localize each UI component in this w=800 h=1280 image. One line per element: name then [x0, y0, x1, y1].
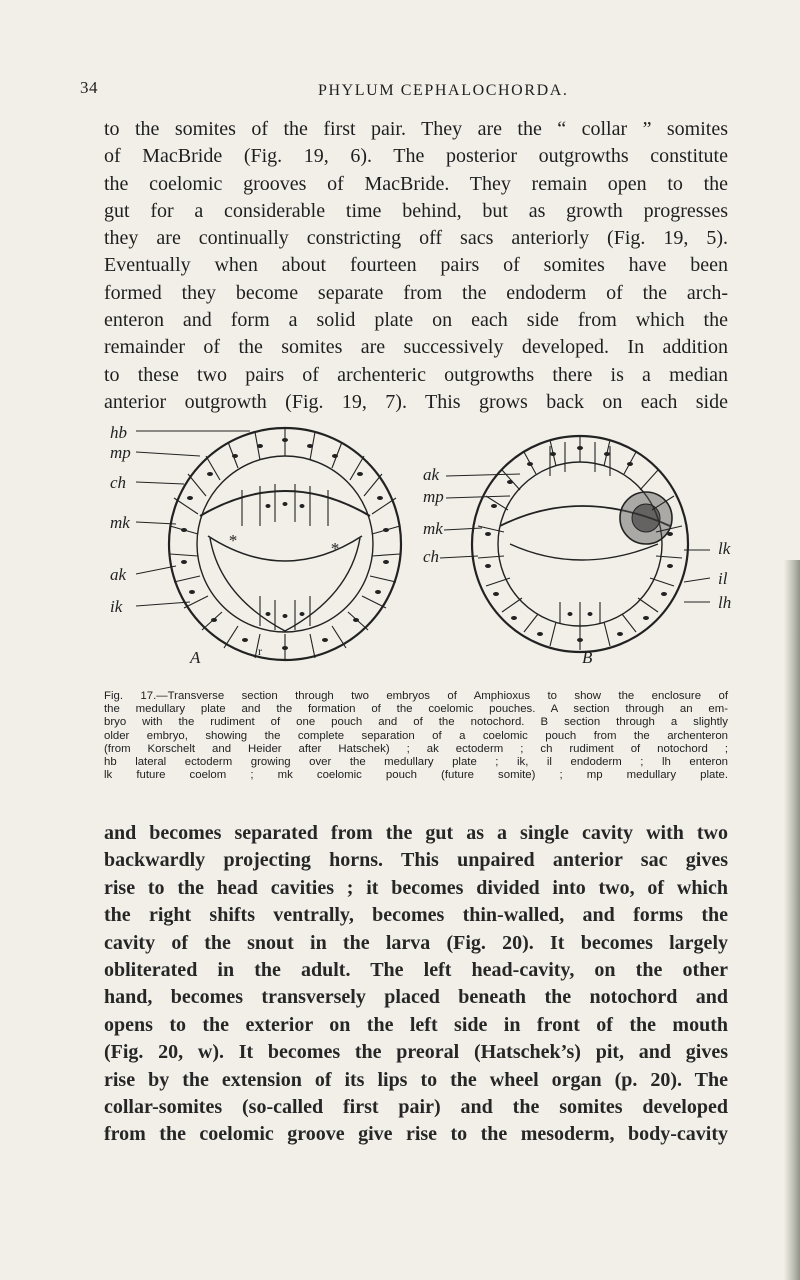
- text-line: the coelomic grooves of MacBride. They remain open to the: [104, 172, 728, 195]
- label-ak: ak: [110, 565, 127, 584]
- text-line: of MacBride (Fig. 19, 6). The posterior outgrowths constitute: [104, 145, 728, 168]
- page-number: 34: [80, 78, 98, 97]
- text-line: to the somites of the first pair. They are the “ collar ” somites: [104, 118, 728, 140]
- text-line: hand, becomes transversely placed beneath the notochord and: [104, 986, 728, 1009]
- figure-17: [110, 426, 750, 666]
- label-b-mk: mk: [423, 519, 443, 538]
- text-line: the right shifts ventrally, becomes thin-walled, and forms the: [104, 904, 728, 927]
- label-b-ak: ak: [423, 465, 440, 484]
- label-lh: lh: [718, 593, 732, 612]
- text-line: to these two pairs of archenteric outgrowths there is a median: [104, 363, 728, 386]
- label-mp: mp: [110, 443, 131, 462]
- paragraph-bottom: [104, 820, 728, 1149]
- label-il: il: [718, 569, 728, 588]
- label-asterisk-left: *: [228, 531, 237, 550]
- page-edge-shadow: [784, 560, 800, 1280]
- text-line: remainder of the somites are successively developed. In addition: [104, 336, 728, 359]
- caption-line: the medullary plate and the formation of the coelomic pouches. A section through an em-: [104, 703, 728, 716]
- section-b-labels: [423, 465, 731, 612]
- label-hb: hb: [110, 426, 127, 442]
- section-b-leaders: [440, 474, 710, 602]
- section-a-drawing: [169, 428, 401, 660]
- running-head: PHYLUM CEPHALOCHORDA.: [318, 82, 569, 99]
- text-line: collar-somites (so-called first pair) and the somites developed: [104, 1096, 728, 1119]
- caption-line: bryo with the rudiment of one pouch and of the notochord. B section through a slightly: [104, 716, 728, 729]
- text-line: gut for a considerable time behind, but as growth progresses: [104, 199, 728, 222]
- figure-caption: [104, 690, 728, 782]
- panel-b-label: B: [582, 648, 593, 667]
- section-b-drawing: [472, 436, 688, 652]
- label-b-ch: ch: [423, 547, 440, 566]
- text-line: Eventually when about fourteen pairs of somites have been: [104, 254, 728, 277]
- label-mk: mk: [110, 513, 130, 532]
- text-line: anterior outgrowth (Fig. 19, 7). This grows back on each side: [104, 390, 728, 413]
- text-line: they are continually constricting off sacs anteriorly (Fig. 19, 5).: [104, 227, 728, 250]
- text-line: opens to the exterior on the left side in front of the mouth: [104, 1013, 728, 1036]
- label-asterisk-right: *: [330, 539, 339, 558]
- text-line: rise by the extension of its lips to the wheel organ (p. 20). The: [104, 1068, 728, 1091]
- text-line: cavity of the snout in the larva (Fig. 20). It becomes largely: [104, 931, 728, 954]
- label-b-mp: mp: [423, 487, 444, 506]
- embryo-sections-illustration: [110, 426, 750, 666]
- text-line: enteron and form a solid plate on each side from which the: [104, 309, 728, 332]
- text-line: obliterated in the adult. The left head-cavity, on the other: [104, 959, 728, 982]
- text-line: rise to the head cavities ; it becomes divided into two, of which: [104, 876, 728, 899]
- text-line: and becomes separated from the gut as a single cavity with two: [104, 822, 728, 844]
- text-line: (Fig. 20, w). It becomes the preoral (Hatschek’s) pit, and gives: [104, 1041, 728, 1064]
- text-line: formed they become separate from the endoderm of the arch-: [104, 281, 728, 304]
- caption-line: (from Korschelt and Heider after Hatschek) ; ak ectoderm ; ch rudiment of notochord ;: [104, 742, 728, 755]
- panel-a-mark: r: [258, 644, 262, 658]
- label-ch: ch: [110, 473, 127, 492]
- label-lk: lk: [718, 539, 731, 558]
- caption-line: Fig. 17.—Transverse section through two embryos of Amphioxus to show the enclosure of: [104, 690, 728, 702]
- section-a-labels: [110, 426, 339, 616]
- paragraph-top: [104, 116, 728, 416]
- caption-line: older embryo, showing the complete separation of a coelomic pouch from the archenteron: [104, 729, 728, 742]
- label-ik: ik: [110, 597, 123, 616]
- text-line: backwardly projecting horns. This unpaired anterior sac gives: [104, 849, 728, 872]
- text-line: from the coelomic groove give rise to the mesoderm, body-cavity: [104, 1123, 728, 1146]
- caption-line: hb lateral ectoderm growing over the medullary plate ; ik, il endoderm ; lh enteron: [104, 756, 728, 769]
- panel-a-label: A: [190, 648, 201, 667]
- caption-line: lk future coelom ; mk coelomic pouch (future somite) ; mp medullary plate.: [104, 769, 728, 782]
